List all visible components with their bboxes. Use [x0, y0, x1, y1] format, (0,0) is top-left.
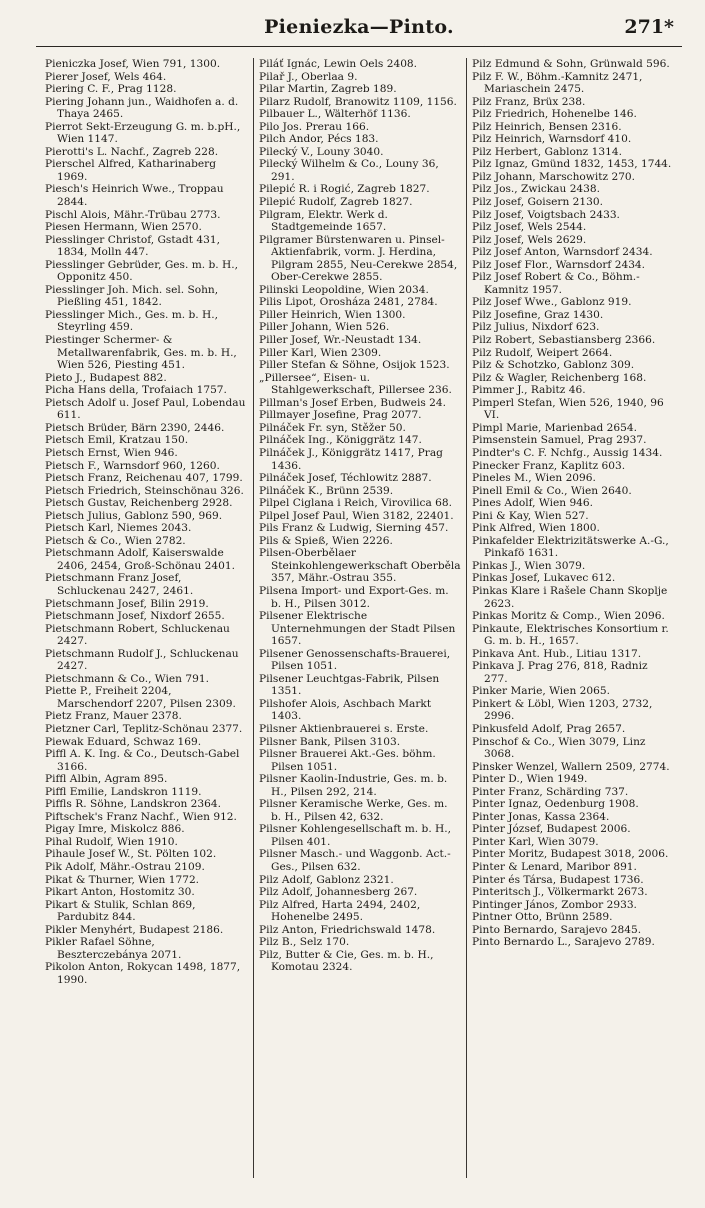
- page-header: [36, 8, 682, 47]
- directory-entry: Pik Adolf, Mähr.-Ostrau 2109.: [45, 861, 205, 873]
- directory-entry: Piesslinger Christof, Gstadt 431, 1834, Molln 447.: [45, 233, 220, 259]
- directory-entry: Pilinski Leopoldine, Wien 2034.: [259, 283, 429, 296]
- directory-entry: Pierotti's L. Nachf., Zagreb 228.: [45, 145, 219, 158]
- directory-entry: Piller Karl, Wien 2309.: [259, 346, 382, 359]
- directory-entry: Pilz, Butter & Cie, Ges. m. b. H., Komotau 2324.: [259, 948, 434, 974]
- directory-entry: Pietsch Julius, Gablonz 590, 969.: [45, 509, 223, 522]
- directory-entry: Pilnáček Fr. syn, Stěžer 50.: [259, 421, 406, 434]
- directory-entry: Pilz Jos., Zwickau 2438.: [472, 183, 601, 196]
- directory-entry: Pilz & Schotzko, Gablonz 309.: [472, 359, 635, 372]
- directory-entry: Pinkas Moritz & Comp., Wien 2096.: [472, 610, 665, 623]
- directory-entry: Pietschmann Franz Josef, Schluckenau 2427, 2461.: [45, 572, 194, 597]
- directory-entry: Pilz & Wagler, Reichenberg 168.: [472, 371, 647, 384]
- directory-entry: Piftschek's Franz Nachf., Wien 912.: [45, 810, 237, 823]
- directory-entry: Pilz Robert, Sebastiansberg 2366.: [472, 334, 656, 347]
- directory-entry: Pilsener Elektrische Unternehmungen der Stadt Pilsen 1657.: [259, 610, 456, 648]
- directory-entry: Pinschof & Co., Wien 3079, Linz 3068.: [472, 735, 646, 761]
- directory-entry: Pilsena Import- und Export-Ges. m. b. H., Pilsen 3012.: [259, 584, 449, 610]
- directory-entry: Pilis Lipot, Orosháza 2481, 2784.: [259, 296, 438, 309]
- directory-entry: Pinkava J. Prag 276, 818, Radniz 277.: [472, 660, 648, 685]
- directory-entry: Pilnáček Josef, Téchlowitz 2887.: [259, 472, 432, 485]
- directory-entry: Pihaule Josef W., St. Pölten 102.: [45, 848, 217, 861]
- directory-entry: Pinter Karl, Wien 3079.: [472, 835, 599, 848]
- directory-entry: Pinsker Wenzel, Wallern 2509, 2774.: [472, 760, 670, 773]
- directory-entry: Pilz Anton, Friedrichswald 1478.: [259, 923, 436, 936]
- directory-entry: Pilsen-Oberbělaer Steinkohlengewerkschaft Oberběla 357, Mähr.-Ostrau 355.: [259, 547, 461, 585]
- directory-entry: Pilsner Aktienbrauerei s. Erste.: [259, 722, 429, 735]
- directory-entry: Pinker Marie, Wien 2065.: [472, 685, 610, 698]
- directory-entry: Pilz Herbert, Gablonz 1314.: [472, 145, 622, 158]
- directory-entry: Piffl A. K. Ing. & Co., Deutsch-Gabel 3166.: [45, 748, 240, 773]
- directory-entry: Pilgram, Elektr. Werk d. Stadtgemeinde 1657.: [259, 208, 388, 234]
- directory-entry: Pinkas Klare i Rašele Chann Skoplje 2623.: [472, 584, 668, 610]
- page-title: Pieniezka—Pinto.: [264, 16, 454, 38]
- directory-entry: Pinter Jonas, Kassa 2364.: [472, 810, 610, 823]
- directory-entry: Pilepić R. i Rogić, Zagreb 1827.: [259, 183, 430, 196]
- directory-entry: Pilz Josef Anton, Warnsdorf 2434.: [472, 246, 653, 259]
- directory-entry: Pineles M., Wien 2096.: [472, 472, 596, 485]
- directory-entry: Pilsener Genossenschafts-Brauerei, Pilsen 1051.: [259, 647, 451, 673]
- directory-entry: Pilz Adolf, Gablonz 2321.: [259, 873, 394, 886]
- directory-entry: Pinter József, Budapest 2006.: [472, 823, 631, 836]
- directory-entry: Pink Alfred, Wien 1800.: [472, 522, 600, 535]
- directory-entry: Pils Franz & Ludwig, Sierning 457.: [259, 522, 449, 535]
- directory-entry: Pietschmann Robert, Schluckenau 2427.: [45, 622, 230, 648]
- directory-entry: Pilz Julius, Nixdorf 623.: [472, 321, 600, 334]
- directory-entry: Pikler Menyhért, Budapest 2186.: [45, 923, 224, 936]
- directory-entry: Pilar Martin, Zagreb 189.: [259, 83, 397, 96]
- directory-entry: Pilz Josefine, Graz 1430.: [472, 308, 604, 321]
- directory-entry: Pikart Anton, Hostomitz 30.: [45, 886, 195, 899]
- directory-entry: Pilz Heinrich, Warnsdorf 410.: [472, 133, 632, 146]
- directory-entry: Piffls R. Söhne, Landskron 2364.: [45, 798, 222, 811]
- directory-entry: Piesen Hermann, Wien 2570.: [45, 221, 202, 234]
- directory-entry: Pinto Bernardo L., Sarajevo 2789.: [472, 936, 655, 949]
- directory-entry: Pierschel Alfred, Katharinaberg 1969.: [45, 158, 216, 183]
- directory-entry: Pilshofer Alois, Aschbach Markt 1403.: [259, 697, 432, 723]
- directory-entry: Piette P., Freiheit 2204, Marschendorf 2207, Pilsen 2309.: [45, 685, 236, 710]
- directory-entry: Piller Johann, Wien 526.: [259, 321, 390, 334]
- directory-entry: Pimmer J., Rabitz 46.: [472, 384, 586, 397]
- directory-entry: Pilz Adolf, Johannesberg 267.: [259, 886, 418, 899]
- directory-entry: Pietschmann Adolf, Kaiserswalde 2406, 2454, Groß-Schönau 2401.: [45, 547, 235, 572]
- directory-entry: Pinkusfeld Adolf, Prag 2657.: [472, 722, 626, 735]
- directory-entry: Pilarz Rudolf, Branowitz 1109, 1156.: [259, 95, 457, 108]
- directory-entry: Pieniczka Josef, Wien 791, 1300.: [45, 58, 221, 70]
- directory-entry: Pilz Josef Flor., Warnsdorf 2434.: [472, 258, 646, 271]
- directory-entry: Pinkava Ant. Hub., Litiau 1317.: [472, 647, 642, 660]
- directory-columns: [40, 58, 680, 1178]
- directory-entry: Piering Johann jun., Waidhofen a. d. Thaya 2465.: [45, 95, 239, 121]
- directory-entry: Pinter D., Wien 1949.: [472, 773, 588, 786]
- directory-entry: Pinter & Lenard, Maribor 891.: [472, 861, 637, 873]
- directory-entry: Pilsner Bank, Pilsen 3103.: [259, 735, 401, 748]
- directory-entry: Pinter Franz, Schärding 737.: [472, 785, 629, 798]
- directory-entry: Pilz B., Selz 170.: [259, 936, 350, 949]
- directory-entry: Pilař J., Oberlaa 9.: [259, 70, 358, 83]
- directory-entry: Pigay Imre, Miskolcz 886.: [45, 823, 185, 836]
- directory-entry: Pilsener Leuchtgas-Fabrik, Pilsen 1351.: [259, 672, 440, 698]
- directory-entry: Pierer Josef, Wels 464.: [45, 70, 167, 83]
- directory-entry: Pihal Rudolf, Wien 1910.: [45, 835, 178, 848]
- directory-entry: Piller Stefan & Söhne, Osijok 1523.: [259, 359, 450, 372]
- directory-entry: Pilz Edmund & Sohn, Grünwald 596.: [472, 58, 670, 70]
- directory-entry: Pilz Heinrich, Bensen 2316.: [472, 120, 622, 133]
- directory-entry: Pikolon Anton, Rokycan 1498, 1877, 1990.: [45, 961, 241, 986]
- directory-entry: Pikler Rafael Söhne, Beszterczebánya 2071.: [45, 936, 182, 961]
- directory-entry: Pietschmann Josef, Nixdorf 2655.: [45, 610, 225, 623]
- directory-entry: Pilz Alfred, Harta 2494, 2402, Hohenelbe 2495.: [259, 898, 421, 924]
- directory-entry: Pintner Otto, Brünn 2589.: [472, 911, 613, 924]
- directory-entry: Pinto Bernardo, Sarajevo 2845.: [472, 923, 642, 936]
- directory-entry: Piewak Eduard, Schwaz 169.: [45, 735, 202, 748]
- directory-entry: Pietsch F., Warnsdorf 960, 1260.: [45, 459, 220, 472]
- directory-entry: Pilsner Keramische Werke, Ges. m. b. H., Pilsen 42, 632.: [259, 798, 448, 823]
- directory-entry: Pietsch Brüder, Bärn 2390, 2446.: [45, 421, 225, 434]
- directory-entry: Pinter és Társa, Budapest 1736.: [472, 873, 644, 886]
- directory-entry: Pils & Spieß, Wien 2226.: [259, 534, 393, 547]
- directory-entry: Piffl Emilie, Landskron 1119.: [45, 785, 202, 798]
- directory-entry: Pinkas Josef, Lukavec 612.: [472, 572, 616, 585]
- directory-entry: Piffl Albin, Agram 895.: [45, 773, 168, 786]
- directory-entry: Pilz Josef, Voigtsbach 2433.: [472, 208, 620, 221]
- directory-entry: Pilsner Kohlengesellschaft m. b. H., Pilsen 401.: [259, 823, 452, 848]
- directory-entry: Pietsch Ernst, Wien 946.: [45, 446, 178, 459]
- directory-entry: Pillmayer Josefine, Prag 2077.: [259, 409, 422, 422]
- column-middle: [253, 58, 466, 1178]
- directory-entry: Piller Josef, Wr.-Neustadt 134.: [259, 334, 422, 347]
- directory-entry: Pimperl Stefan, Wien 526, 1940, 96 VI.: [472, 396, 664, 422]
- directory-entry: Pilz Rudolf, Weipert 2664.: [472, 346, 613, 359]
- directory-entry: Picha Hans della, Trofaiach 1757.: [45, 384, 227, 397]
- directory-entry: Piering C. F., Prag 1128.: [45, 83, 177, 96]
- directory-entry: Pietsch & Co., Wien 2782.: [45, 534, 186, 547]
- directory-entry: Pilgramer Bürstenwaren u. Pinsel-Aktienfabrik, vorm. J. Herdina, Pilgram 2855, Neu-Cerekwe 2854, Ober-Cerekwe 2855.: [259, 233, 458, 284]
- directory-entry: Pinkas J., Wien 3079.: [472, 559, 586, 572]
- directory-entry: Pilnáček Ing., Königgrätz 147.: [259, 434, 422, 447]
- directory-entry: Pilecký V., Louny 3040.: [259, 145, 384, 158]
- directory-entry: Pilsner Masch.- und Waggonb. Act.-Ges., Pilsen 632.: [259, 848, 451, 873]
- directory-entry: Pimsenstein Samuel, Prag 2937.: [472, 434, 647, 447]
- directory-entry: Pierrot Sekt-Erzeugung G. m. b.pH., Wien 1147.: [45, 120, 241, 146]
- directory-entry: Piláť Ignác, Lewin Oels 2408.: [259, 58, 418, 70]
- column-right: [466, 58, 679, 1178]
- directory-entry: „Pillersee“, Eisen- u. Stahlgewerkschaft, Pillersee 236.: [259, 371, 452, 397]
- column-left: [40, 58, 253, 1178]
- directory-entry: Pilepić Rudolf, Zagreb 1827.: [259, 196, 413, 209]
- directory-entry: Pietsch Emil, Kratzau 150.: [45, 434, 189, 447]
- directory-entry: Pilz Franz, Brüx 238.: [472, 95, 586, 108]
- directory-entry: Pietsch Franz, Reichenau 407, 1799.: [45, 472, 243, 485]
- directory-entry: Pinter Ignaz, Oedenburg 1908.: [472, 798, 639, 811]
- directory-entry: Pinecker Franz, Kaplitz 603.: [472, 459, 626, 472]
- directory-entry: Piesch's Heinrich Wwe., Troppau 2844.: [45, 183, 224, 209]
- directory-entry: Pilch Andor, Pécs 183.: [259, 133, 379, 146]
- directory-entry: Pilpel Josef Paul, Wien 3182, 22401.: [259, 509, 454, 522]
- directory-entry: Pilsner Brauerei Akt.-Ges. böhm. Pilsen 1051.: [259, 748, 436, 773]
- directory-entry: Pietsch Friedrich, Steinschönau 326.: [45, 484, 244, 497]
- directory-entry: Pietsch Adolf u. Josef Paul, Lobendau 611.: [45, 396, 246, 422]
- directory-entry: Pilz Josef, Wels 2544.: [472, 221, 587, 234]
- directory-entry: Pilbauer L., Wälterhöf 1136.: [259, 108, 411, 121]
- directory-entry: Pilz Friedrich, Hohenelbe 146.: [472, 108, 637, 121]
- directory-entry: Piesslinger Joh. Mich. sel. Sohn, Pießling 451, 1842.: [45, 283, 219, 309]
- directory-entry: Piesslinger Mich., Ges. m. b. H., Steyrling 459.: [45, 308, 219, 334]
- directory-entry: Pilz F. W., Böhm.-Kamnitz 2471, Mariaschein 2475.: [472, 70, 643, 96]
- directory-entry: Pieto J., Budapest 882.: [45, 371, 167, 384]
- directory-entry: Pilsner Kaolin-Industrie, Ges. m. b. H., Pilsen 292, 214.: [259, 773, 448, 798]
- directory-entry: Pinteritsch J., Völkermarkt 2673.: [472, 886, 648, 899]
- directory-entry: Pilnáček J., Königgrätz 1417, Prag 1436.: [259, 446, 443, 472]
- page-number: 271*: [624, 16, 674, 38]
- directory-entry: Piestinger Schermer- & Metallwarenfabrik, Ges. m. b. H., Wien 526, Piesting 451.: [45, 334, 237, 372]
- directory-entry: Pinter Moritz, Budapest 3018, 2006.: [472, 848, 669, 861]
- directory-entry: Pikat & Thurner, Wien 1772.: [45, 873, 200, 886]
- directory-entry: Pilz Josef, Goisern 2130.: [472, 196, 603, 209]
- directory-entry: Pines Adolf, Wien 946.: [472, 497, 594, 510]
- directory-entry: Piller Heinrich, Wien 1300.: [259, 308, 406, 321]
- directory-entry: Pietschmann Josef, Bilin 2919.: [45, 597, 209, 610]
- directory-entry: Pikart & Stulik, Schlan 869, Pardubitz 844.: [45, 898, 196, 924]
- directory-entry: Pilz Ignaz, Gmünd 1832, 1453, 1744.: [472, 158, 672, 171]
- directory-entry: Pilecký Wilhelm & Co., Louny 36, 291.: [259, 158, 439, 183]
- directory-entry: Pillman's Josef Erben, Budweis 24.: [259, 396, 446, 409]
- directory-entry: Pilo Jos. Prerau 166.: [259, 120, 370, 133]
- directory-entry: Pietz Franz, Mauer 2378.: [45, 710, 182, 723]
- directory-entry: Pindter's C. F. Nchfg., Aussig 1434.: [472, 446, 663, 459]
- directory-entry: Piesslinger Gebrüder, Ges. m. b. H., Opponitz 450.: [45, 258, 238, 284]
- directory-entry: Pietschmann Rudolf J., Schluckenau 2427.: [45, 647, 239, 673]
- directory-entry: Pilpel Ciglana i Reich, Virovilica 68.: [259, 497, 452, 510]
- directory-entry: Pinkafelder Elektrizitätswerke A.-G., Pinkafö 1631.: [472, 534, 669, 560]
- directory-entry: Pimpl Marie, Marienbad 2654.: [472, 421, 637, 434]
- directory-entry: Pilnáček K., Brünn 2539.: [259, 484, 394, 497]
- directory-entry: Pilz Josef Robert & Co., Böhm.-Kamnitz 1957.: [472, 271, 640, 296]
- directory-entry: Pietsch Karl, Niemes 2043.: [45, 522, 192, 535]
- directory-entry: Pilz Josef, Wels 2629.: [472, 233, 587, 246]
- directory-entry: Pischl Alois, Mähr.-Trübau 2773.: [45, 208, 221, 221]
- directory-entry: Pilz Johann, Marschowitz 270.: [472, 170, 636, 183]
- directory-entry: Pinell Emil & Co., Wien 2640.: [472, 484, 632, 497]
- directory-entry: Pini & Kay, Wien 527.: [472, 509, 589, 522]
- directory-entry: Pilz Josef Wwe., Gablonz 919.: [472, 296, 632, 309]
- directory-entry: Pietzner Carl, Teplitz-Schönau 2377.: [45, 722, 243, 735]
- directory-entry: Pinkert & Löbl, Wien 1203, 2732, 2996.: [472, 697, 653, 723]
- directory-entry: Pinkaute, Elektrisches Konsortium r. G. m. b. H., 1657.: [472, 622, 669, 648]
- directory-entry: Pietschmann & Co., Wien 791.: [45, 672, 209, 685]
- directory-entry: Pintinger János, Zombor 2933.: [472, 898, 637, 911]
- directory-entry: Pietsch Gustav, Reichenberg 2928.: [45, 497, 233, 510]
